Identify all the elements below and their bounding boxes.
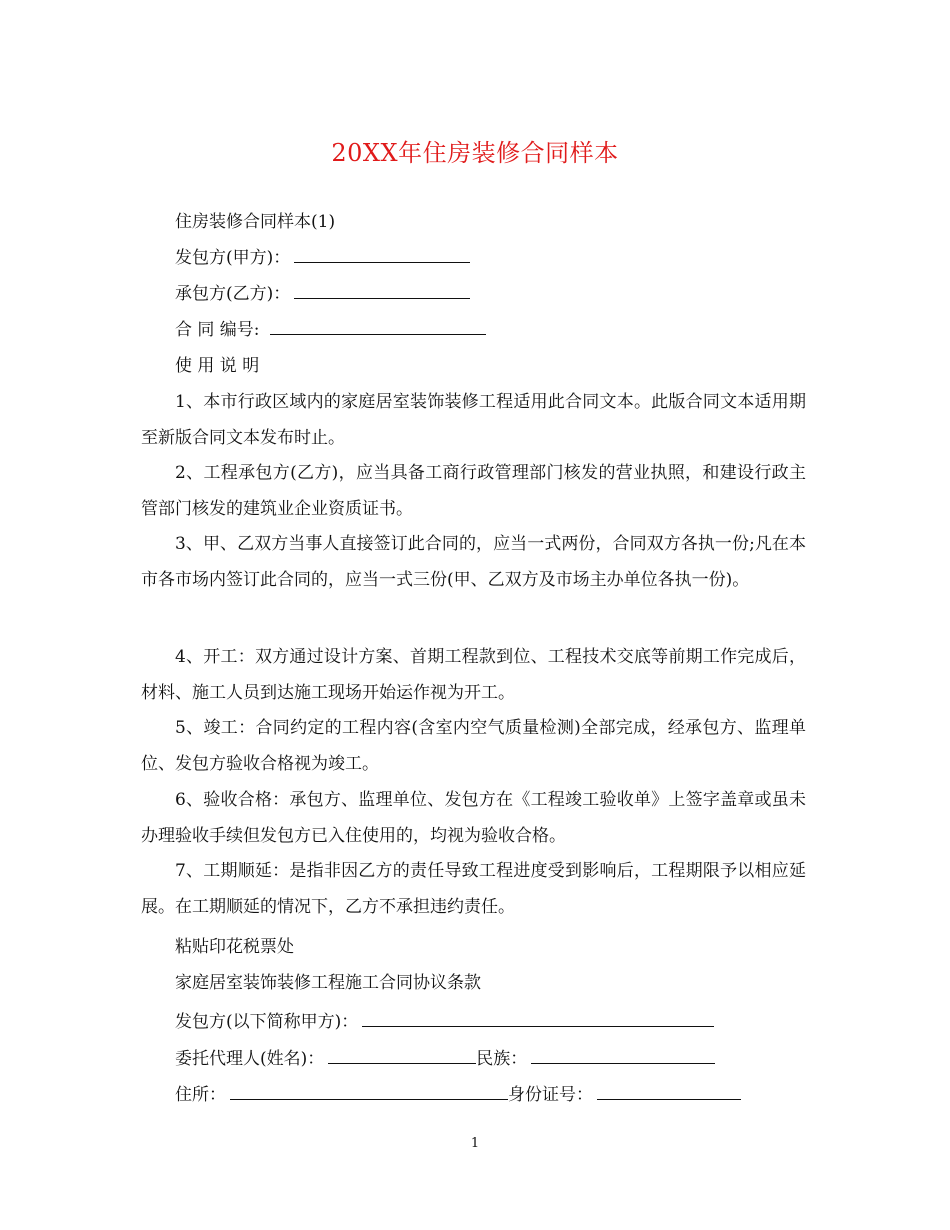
subtitle: 住房装修合同样本(1) xyxy=(175,212,336,232)
agent-line xyxy=(175,1047,715,1071)
usage-item-7: 7、工期顺延：是指非因乙方的责任导致工程进度受到影响后，工程期限予以相应延展。在工期顺延的情况下，乙方不承担违约责任。 xyxy=(141,861,806,917)
employer-blank xyxy=(362,1010,714,1027)
contract-no-blank xyxy=(270,318,486,335)
usage-heading: 使 用 说 明 xyxy=(175,356,260,376)
usage-item-6: 6、验收合格：承包方、监理单位、发包方在《工程竣工验收单》上签字盖章或虽未办理验收手续但发包方已入住使用的，均视为验收合格。 xyxy=(141,790,806,846)
ethnicity-label: 民族： xyxy=(476,1049,528,1069)
usage-item-3: 3、甲、乙双方当事人直接签订此合同的，应当一式两份，合同双方各执一份;凡在本市各市场内签订此合同的，应当一式三份(甲、乙双方及市场主办单位各执一份)。 xyxy=(141,534,806,590)
id-label: 身份证号： xyxy=(508,1085,593,1105)
ethnicity-blank xyxy=(531,1047,715,1064)
party-a-blank xyxy=(294,246,470,263)
party-b-label: 承包方(乙方)： xyxy=(175,284,291,304)
address-blank xyxy=(230,1083,508,1100)
stamp-note: 粘贴印花税票处 xyxy=(175,937,294,957)
usage-item-4: 4、开工：双方通过设计方案、首期工程款到位、工程技术交底等前期工作完成后，材料、施工人员到达施工现场开始运作视为开工。 xyxy=(141,647,806,703)
employer-line xyxy=(175,1010,714,1034)
agent-label: 委托代理人(姓名)： xyxy=(175,1049,325,1069)
party-a-line xyxy=(175,246,470,270)
party-b-line xyxy=(175,282,470,306)
usage-item-2: 2、工程承包方(乙方)，应当具备工商行政管理部门核发的营业执照，和建设行政主管部门核发的建筑业企业资质证书。 xyxy=(141,463,806,519)
usage-item-1: 1、本市行政区域内的家庭居室装饰装修工程适用此合同文本。此版合同文本适用期至新版合同文本发布时止。 xyxy=(141,392,806,448)
contract-no-line xyxy=(175,318,486,342)
page-number: 1 xyxy=(470,1136,480,1151)
party-b-blank xyxy=(294,282,470,299)
contract-no-label: 合 同 编号: xyxy=(175,320,260,340)
document-title: 20XX年住房装修合同样本 xyxy=(331,139,619,167)
address-label: 住所： xyxy=(175,1085,226,1105)
address-line xyxy=(175,1083,741,1107)
agent-blank xyxy=(328,1047,476,1064)
party-a-label: 发包方(甲方)： xyxy=(175,248,291,268)
id-blank xyxy=(597,1083,741,1100)
employer-label: 发包方(以下简称甲方)： xyxy=(175,1012,359,1032)
usage-item-5: 5、竣工：合同约定的工程内容(含室内空气质量检测)全部完成，经承包方、监理单位、发包方验收合格视为竣工。 xyxy=(141,718,806,774)
terms-title: 家庭居室装饰装修工程施工合同协议条款 xyxy=(175,973,481,993)
